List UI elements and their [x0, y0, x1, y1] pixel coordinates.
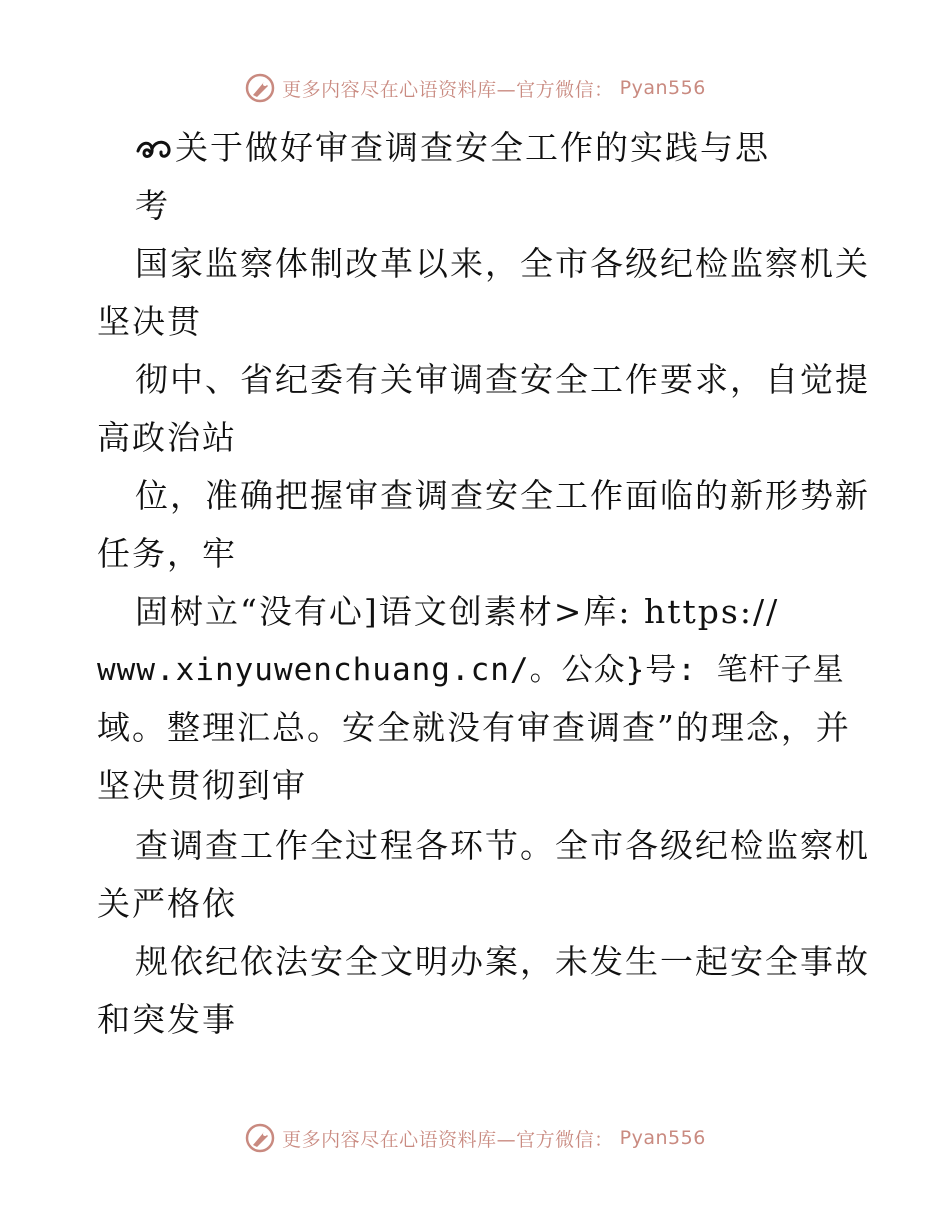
- pen-nib-logo-icon: [244, 1122, 276, 1154]
- body-line: 固树立“没有心]语文创素材>库: https://: [135, 592, 780, 631]
- title-line-2: 考: [135, 186, 170, 225]
- body-line: 查调查工作全过程各环节。全市各级纪检监察机: [135, 826, 870, 865]
- body-line: 任务，牢: [97, 534, 237, 573]
- watermark-text: 更多内容尽在心语资料库—官方微信：: [282, 1128, 614, 1151]
- document-title: [135, 128, 770, 168]
- body-line: 位，准确把握审查调查安全工作面临的新形势新: [135, 476, 870, 515]
- body-line: 坚决贯彻到审: [97, 766, 307, 805]
- bottom-watermark-banner: [0, 1122, 950, 1154]
- body-line: 域。整理汇总。安全就没有审查调查”的理念，并: [97, 708, 851, 747]
- body-line: 彻中、省纪委有关审调查安全工作要求，自觉提: [135, 360, 870, 399]
- watermark-handle: Pyan556: [619, 1127, 706, 1149]
- body-line: 高政治站: [97, 418, 237, 457]
- body-line-url: www.xinyuwenchuang.cn/。公众}号: 笔杆子星: [97, 652, 845, 688]
- watermark-handle: Pyan556: [619, 77, 706, 99]
- body-line: 关严格依: [97, 884, 237, 923]
- body-line: 坚决贯: [97, 302, 202, 341]
- body-line: 规依纪依法安全文明办案，未发生一起安全事故: [135, 942, 870, 981]
- flourish-icon: [135, 137, 173, 163]
- watermark-text: 更多内容尽在心语资料库—官方微信：: [282, 78, 614, 101]
- body-line: 和突发事: [97, 1000, 237, 1039]
- body-line: 国家监察体制改革以来，全市各级纪检监察机关: [135, 244, 870, 283]
- title-line-1: 关于做好审查调查安全工作的实践与思: [175, 128, 770, 167]
